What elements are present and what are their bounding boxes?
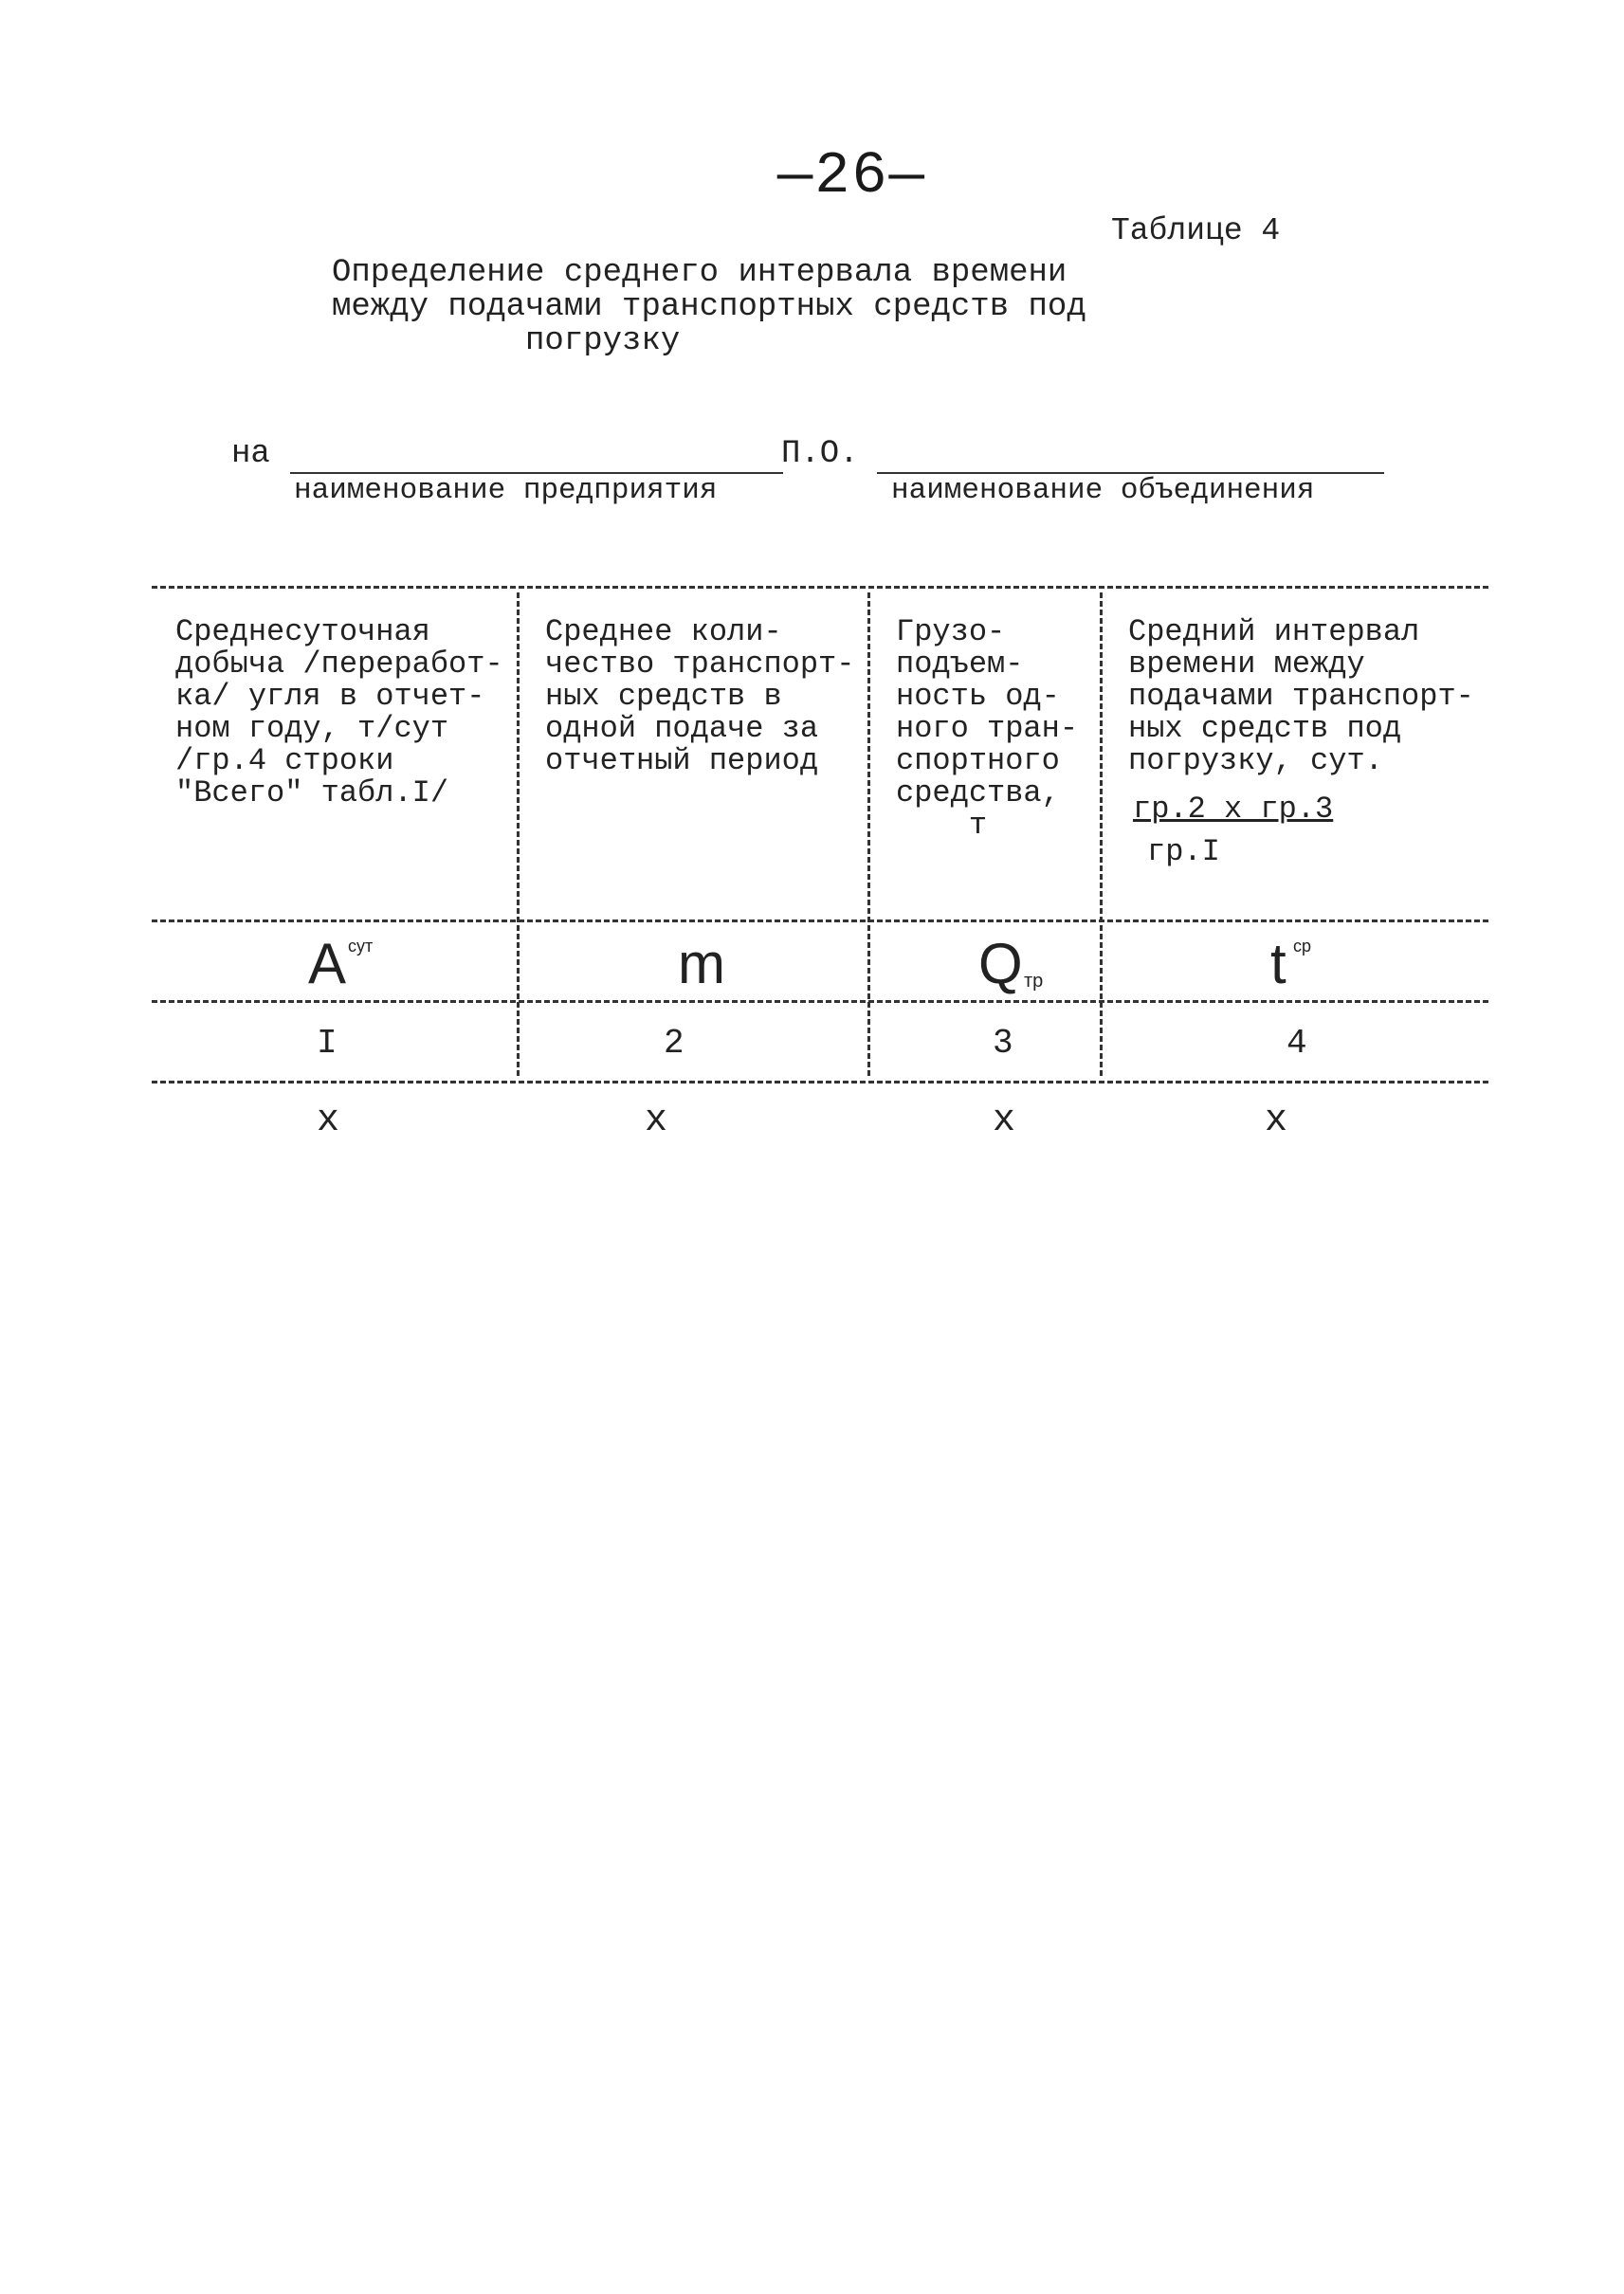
value-cell-2[interactable]: х — [645, 1100, 668, 1142]
table-rule-top — [152, 586, 1488, 589]
header-cell-3: Грузо- подъем- ность од- ного тран- спортного средства, т — [896, 614, 1079, 843]
column-separator-2 — [867, 592, 870, 1076]
page-number: —26— — [777, 142, 926, 209]
value-cell-3[interactable]: х — [993, 1100, 1016, 1142]
column-separator-1 — [517, 592, 520, 1076]
header-cell-1: Среднесуточная добыча /переработ- ка/ угля в отчет- ном году, т/сут /гр.4 строки "Всего" табл.I/ — [175, 614, 503, 810]
po-label: П.О. — [781, 436, 859, 472]
column-number-2: 2 — [664, 1024, 684, 1063]
column-number-3: 3 — [993, 1024, 1013, 1063]
symbol-a-sut: A сут — [308, 932, 374, 995]
formula-numerator: гр.2 х гр.3 — [1133, 792, 1334, 827]
value-cell-4[interactable]: х — [1265, 1100, 1288, 1142]
value-cell-1[interactable]: х — [317, 1100, 340, 1142]
symbol-m: m — [678, 932, 725, 995]
table-rule-symbols — [152, 1000, 1488, 1003]
formula-denominator: гр.I — [1147, 834, 1220, 869]
symbol-t-sr: t ср — [1270, 932, 1312, 995]
table-rule-header — [152, 919, 1488, 922]
table-rule-numbers — [152, 1081, 1488, 1083]
symbol-q-tr: Q тр — [978, 932, 1044, 995]
association-caption: наименование объединения — [891, 474, 1315, 507]
table-label: Таблице 4 — [1111, 213, 1281, 248]
header-cell-2: Среднее коли- чество транспорт- ных средств в одной подаче за отчетный период — [545, 614, 855, 778]
table-title: Определение среднего интервала времени между подачами транспортных средств под погрузку — [332, 255, 1086, 359]
enterprise-caption: наименование предприятия — [294, 474, 718, 507]
column-separator-3 — [1100, 592, 1103, 1076]
header-cell-4: Средний интервал времени между подачами транспорт- ных средств под погрузку, сут. — [1128, 614, 1474, 778]
column-number-4: 4 — [1286, 1024, 1307, 1063]
column-number-1: I — [317, 1024, 338, 1063]
na-label: на — [231, 436, 270, 472]
